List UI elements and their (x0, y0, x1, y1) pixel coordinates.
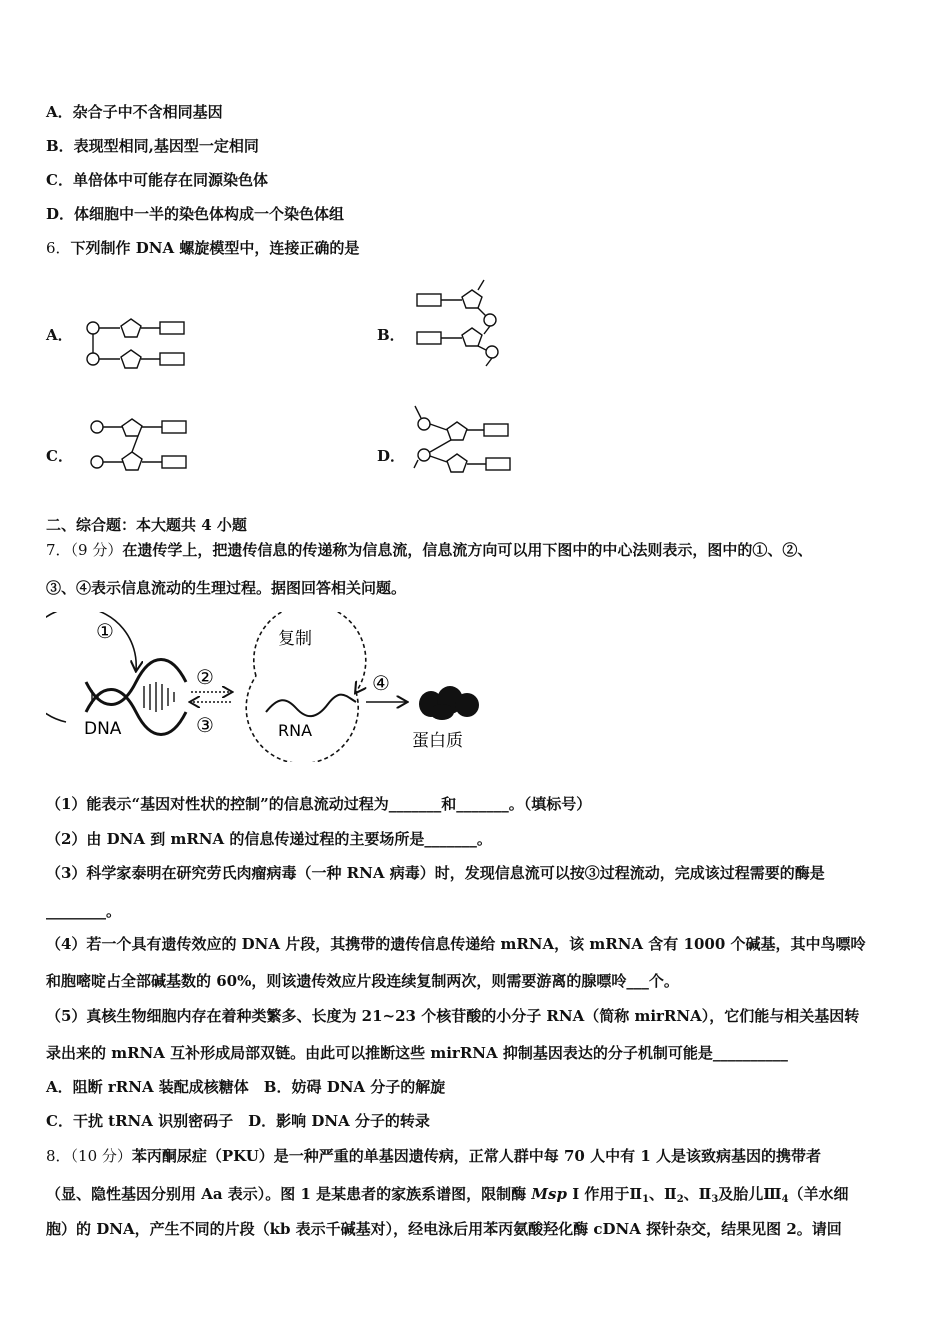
q6-number: 6． (46, 239, 71, 257)
q5-option-d: D．体细胞中一半的染色体构成一个染色体组 (46, 205, 345, 223)
dna-model-c (86, 414, 196, 476)
q7-part-4-line-1: （4）若一个具有遗传效应的 DNA 片段，其携带的遗传信息传递给 mRNA，该 mRNA 含有 1000 个碱基，其中鸟嘌呤 (46, 935, 866, 953)
rna-replication-arrow (254, 612, 366, 692)
q7-part-4-line-2: 和胞嘧啶占全部碱基数的 60%，则该遗传效应片段连续复制两次，则需要游离的腺嘌呤___个。 (46, 972, 679, 990)
q8-text-2f: （羊水细 (788, 1185, 849, 1203)
q5-option-c: C．单倍体中可能存在同源染色体 (46, 171, 268, 189)
q7-part-5-line-2: 录出来的 mRNA 互补形成局部双链。由此可以推断这些 mirRNA 抑制基因表达的分子机制可能是__________ (46, 1044, 788, 1062)
q7-stem-line-2: ③、④表示信息流动的生理过程。据图回答相关问题。 (46, 579, 407, 597)
q8-text-2e: 及胎儿Ⅲ (718, 1185, 782, 1203)
q8-line-3: 胞）的 DNA，产生不同的片段（kb 表示千碱基对），经电泳后用苯丙氨酸羟化酶 cDNA 探针杂交，结果见图 2。请回 (46, 1220, 842, 1238)
rna-strand (266, 695, 356, 717)
q6-label-c: C． (46, 447, 73, 465)
label-replicate: 复制 (278, 629, 312, 649)
q8-line-2 (46, 1184, 849, 1210)
q8-text-2a: （显、隐性基因分别用 Aa 表示）。图 1 是某患者的家族系谱图，限制酶 (46, 1185, 532, 1203)
label-protein: 蛋白质 (412, 731, 463, 751)
label-process-4: ④ (372, 671, 390, 695)
q7-options-cd: C．干扰 tRNA 识别密码子 D．影响 DNA 分子的转录 (46, 1112, 430, 1130)
q8-text-2d: 、Ⅱ (683, 1185, 712, 1203)
q6-stem-text: 下列制作 DNA 螺旋模型中，连接正确的是 (70, 239, 360, 257)
subscript-1: 1 (642, 1194, 650, 1205)
dna-model-d (412, 404, 522, 476)
subscript-2: 2 (676, 1194, 684, 1205)
q7-stem-1: 在遗传学上，把遗传信息的传递称为信息流，信息流方向可以用下图中的中心法则表示，图中的①、②、 (122, 541, 813, 559)
label-dna: DNA (84, 719, 122, 739)
q7-part-1: （1）能表示“基因对性状的控制”的信息流动过程为_______和_______。（填标号） (46, 795, 592, 813)
q6-label-a: A． (46, 326, 73, 344)
q8-number: 8．（10 分） (46, 1147, 132, 1165)
q5-option-a: A．杂合子中不含相同基因 (46, 103, 223, 121)
label-process-1: ① (96, 619, 114, 643)
dna-model-a (80, 312, 190, 374)
q7-stem-line-1 (46, 540, 812, 560)
q7-part-2: （2）由 DNA 到 mRNA 的信息传递过程的主要场所是_______。 (46, 830, 492, 848)
q6-stem (46, 238, 359, 258)
q5-option-b: B．表现型相同,基因型一定相同 (46, 137, 259, 155)
label-process-2: ② (196, 665, 214, 689)
q6-label-b: B． (377, 326, 405, 344)
q8-text-2c: 、Ⅱ (649, 1185, 677, 1203)
subscript-3: 3 (711, 1194, 719, 1205)
q8-text-2b: I 作用于Ⅱ (566, 1185, 643, 1203)
q7-part-3-line-1: （3）科学家泰明在研究劳氏肉瘤病毒（一种 RNA 病毒）时，发现信息流可以按③过程流动，完成该过程需要的酶是 (46, 864, 825, 882)
q7-part-3-line-2: ________。 (46, 902, 122, 920)
protein-blob (419, 686, 479, 720)
q8-line-1 (46, 1146, 821, 1166)
subscript-4: 4 (781, 1194, 789, 1205)
q7-part-5-line-1: （5）真核生物细胞内存在着种类繁多、长度为 21~23 个核苷酸的小分子 RNA（简称 mirRNA），它们能与相关基因转 (46, 1007, 860, 1025)
label-rna: RNA (278, 721, 313, 740)
q8-text-1: 苯丙酮尿症（PKU）是一种严重的单基因遗传病，正常人群中每 70 人中有 1 人是该致病基因的携带者 (131, 1147, 821, 1165)
label-process-3: ③ (196, 713, 214, 737)
dna-model-b (414, 278, 514, 368)
q6-label-d: D． (377, 447, 406, 465)
q7-number: 7．（9 分） (46, 541, 123, 559)
central-dogma-figure (46, 612, 496, 762)
q7-options-ab: A．阻断 rRNA 装配成核糖体 B．妨碍 DNA 分子的解旋 (46, 1078, 446, 1096)
section-2-heading: 二、综合题：本大题共 4 小题 (46, 516, 247, 534)
enzyme-name: Msp (531, 1185, 567, 1203)
